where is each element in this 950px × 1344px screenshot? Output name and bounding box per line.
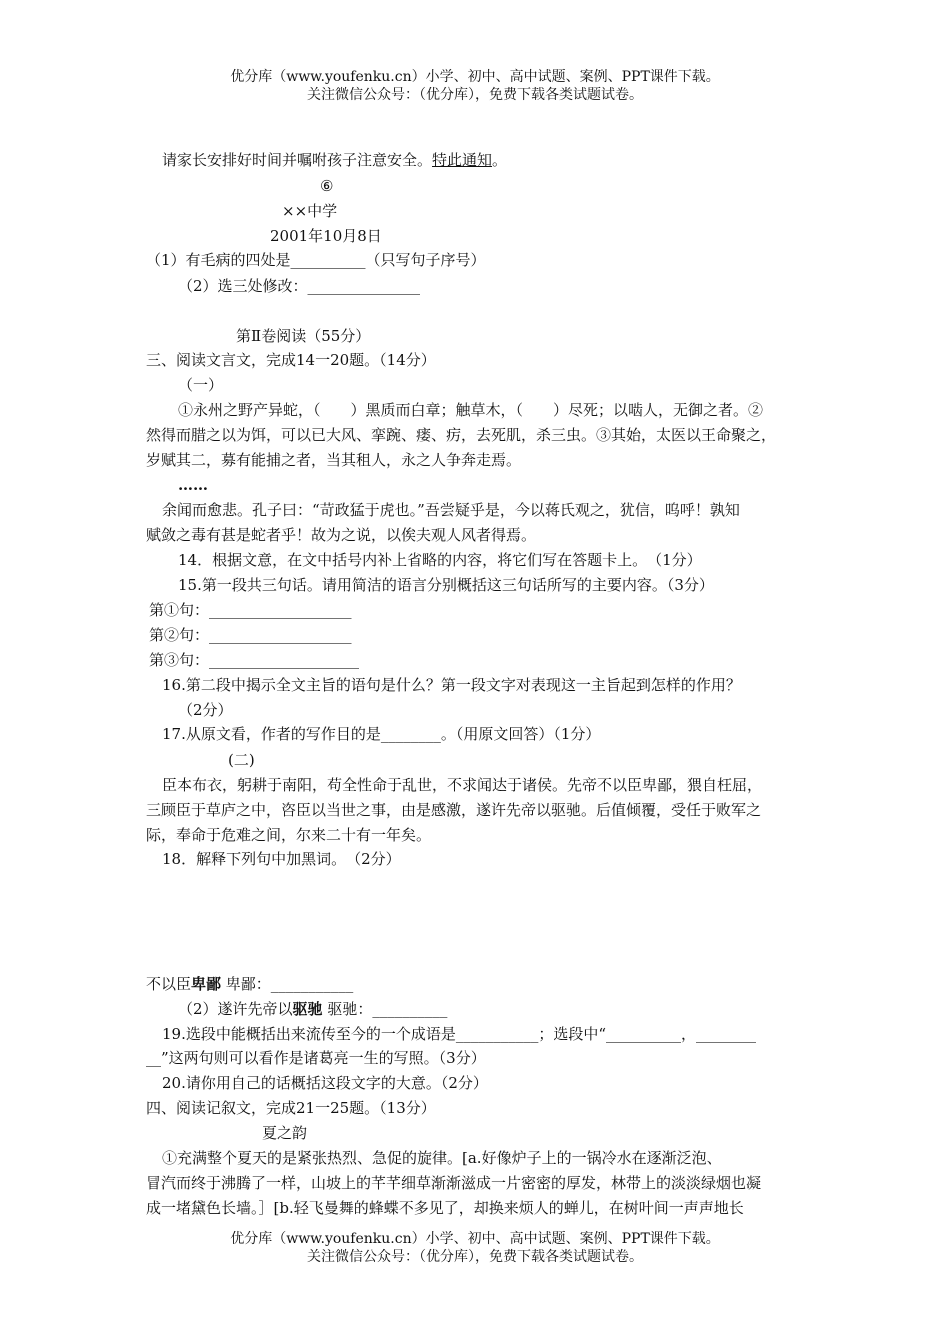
q18-item2-bold-word: 驱驰: [292, 1000, 323, 1018]
q15-sentence3: 第③句：____________________: [149, 651, 360, 669]
q18-item2-pre: （2）遂许先帝以: [178, 1000, 293, 1018]
q13-part1: （1）有毛病的四处是__________（只写句子序号）: [146, 251, 486, 269]
section4-title: 四、阅读记叙文，完成21一25题。（13分）: [146, 1099, 436, 1117]
passage2-line1: 余闻而愈悲。孔子曰：“苛政猛于虎也。”吾尝疑乎是，今以蒋氏观之，犹信，呜呼！孰知: [162, 501, 740, 519]
notice-text: 请家长安排好时间并嘱咐孩子注意安全。: [162, 151, 433, 169]
q18-item1: [146, 974, 353, 994]
q20: 20.请你用自己的话概括这段文字的大意。（2分）: [162, 1074, 488, 1092]
section3-sub2: (二): [228, 751, 255, 769]
passage1-line1: ①永州之野产异蛇，（ ）黑质而白章；触草木，（ ）尽死；以啮人，无御之者。②: [178, 401, 764, 419]
essay-line2: 冒汽而终于沸腾了一样，山坡上的芊芊细草渐渐滋成一片密密的厚发，林带上的淡淡绿烟也凝: [146, 1174, 762, 1192]
essay-line1: ①充满整个夏天的是紧张热烈、急促的旋律。[a.好像炉子上的一锅冷水在逐渐泛泡、: [162, 1149, 722, 1167]
q18-item1-post: 卑鄙：___________: [221, 975, 354, 993]
q18-item2-post: 驱驰：__________: [322, 1000, 448, 1018]
q14: 14．根据文意，在文中括号内补上省略的内容，将它们写在答题卡上。 （1分）: [178, 551, 702, 569]
q18-item1-bold-word: 卑鄙: [191, 975, 222, 993]
q16-line1: 16.第二段中揭示全文主旨的语句是什么？第一段文字对表现这一主旨起到怎样的作用？: [162, 676, 741, 694]
passage1-ellipsis: ……: [178, 476, 208, 494]
q19-line2: __”这两句则可以看作是诸葛亮一生的写照。（3分）: [146, 1049, 486, 1067]
notice-signature: ××中学: [282, 202, 338, 220]
q18: 18．解释下列句中加黑词。 （2分）: [162, 850, 401, 868]
passage3-line3: 际，奉命于危难之间，尔来二十有一年矣。: [146, 826, 432, 844]
notice-body: [162, 150, 507, 170]
notice-marker: ⑥: [320, 177, 334, 195]
header-line-2: 关注微信公众号：（优分库），免费下载各类试题试卷。: [307, 87, 643, 103]
section2-title: 第Ⅱ卷阅读（55分）: [236, 327, 371, 345]
passage2-line2: 赋敛之毒有甚是蛇者乎！故为之说，以俟夫观人风者得焉。: [146, 526, 537, 544]
notice-date: 2001年10月8日: [270, 227, 382, 245]
q16-line2: （2分）: [178, 701, 233, 719]
q18-item2: [178, 999, 447, 1019]
notice-end-punct: 。: [492, 151, 508, 169]
notice-closing-underlined: 特此通知: [432, 151, 493, 169]
footer-line-1: 优分库（www.youfenku.cn）小学、初中、高中试题、案例、PPT课件下载。: [230, 1231, 720, 1247]
essay-title: 夏之韵: [262, 1124, 308, 1142]
q15-sentence2: 第②句：___________________: [149, 626, 352, 644]
header-line-1: 优分库（www.youfenku.cn）小学、初中、高中试题、案例、PPT课件下载。: [230, 69, 720, 85]
q17: 17.从原文看，作者的写作目的是________。（用原文回答）（1分）: [162, 725, 601, 743]
passage1-line2: 然得而腊之以为饵，可以已大风、挛踠、瘘、疠，去死肌，杀三虫。③其始，太医以王命聚之，: [146, 426, 777, 444]
section3-title: 三、阅读文言文，完成14一20题。（14分）: [146, 351, 436, 369]
section3-sub1: （一）: [178, 376, 224, 394]
passage1-line3: 岁赋其二，募有能捕之者，当其租人，永之人争奔走焉。: [146, 451, 522, 469]
q18-item1-pre: 不以臣: [146, 975, 192, 993]
passage3-line2: 三顾臣于草庐之中，咨臣以当世之事，由是感激，遂许先帝以驱驰。后值倾覆，受任于败军之: [146, 801, 762, 819]
passage3-line1: 臣本布衣，躬耕于南阳，苟全性命于乱世，不求闻达于诸侯。先帝不以臣卑鄙，猥自枉屈，: [162, 776, 763, 794]
q13-part2: （2）选三处修改：_______________: [178, 277, 421, 295]
q15: 15.第一段共三句话。请用简洁的语言分别概括这三句话所写的主要内容。（3分）: [178, 576, 714, 594]
footer-line-2: 关注微信公众号：（优分库），免费下载各类试题试卷。: [307, 1249, 643, 1265]
q15-sentence1: 第①句：___________________: [149, 601, 352, 619]
essay-line3: 成一堵黛色长墙。］[b.轻飞曼舞的蜂蝶不多见了，却换来烦人的蝉儿，在树叶间一声声地长: [146, 1199, 744, 1217]
q19-line1: 19.选段中能概括出来流传至今的一个成语是___________；选段中“__________，________: [162, 1025, 757, 1043]
